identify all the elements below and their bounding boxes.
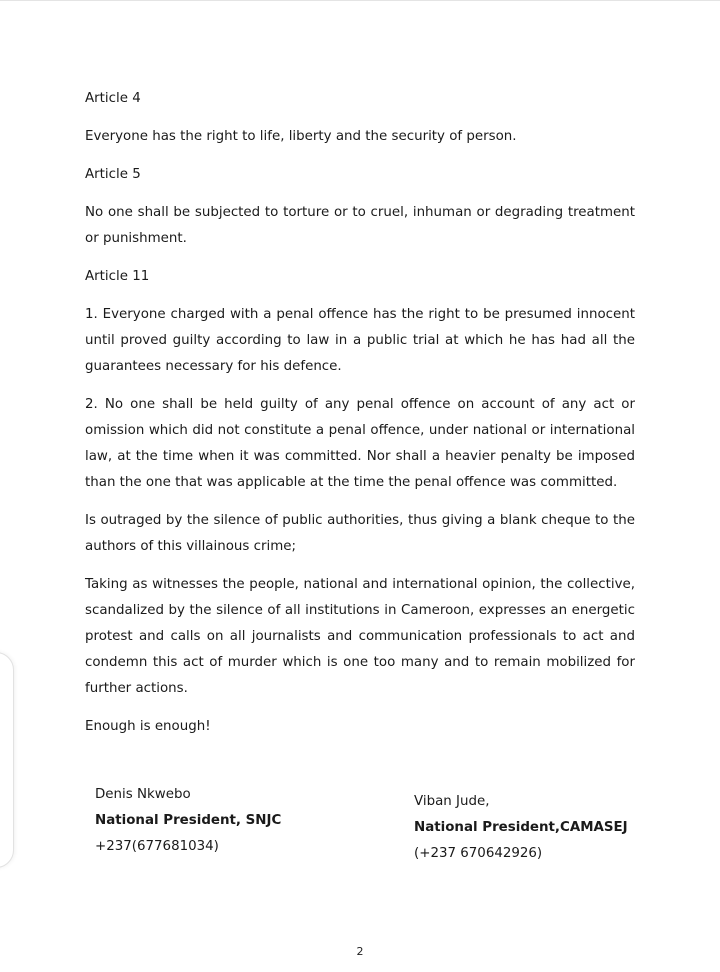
page-top-border — [0, 0, 720, 1]
protest-paragraph: Taking as witnesses the people, national and international opinion, the collective, scandalized by the silence of all institutions in Cameroon, expresses an energetic protest and calls on all journalists and communication professionals to act and condemn this act of murder which is one too many and to remain mobilized for further actions. — [85, 577, 635, 696]
article-4-heading: Article 4 — [85, 91, 141, 106]
page-number: 2 — [356, 945, 364, 958]
signature-block-left — [95, 782, 281, 860]
side-overlay-edge — [0, 652, 14, 868]
signatory-name-left: Denis Nkwebo — [95, 787, 191, 802]
outrage-paragraph: Is outraged by the silence of public authorities, thus giving a blank cheque to the authors of this villainous crime; — [85, 513, 635, 554]
article-4-text: Everyone has the right to life, liberty and the security of person. — [85, 129, 517, 144]
article-11-clause-1: 1. Everyone charged with a penal offence has the right to be presumed innocent until proved guilty according to law in a public trial at which he has had all the guarantees necessary for his defence. — [85, 307, 635, 374]
closing-statement: Enough is enough! — [85, 719, 211, 734]
article-5-text: No one shall be subjected to torture or to cruel, inhuman or degrading treatment or punishment. — [85, 205, 635, 246]
article-5-heading: Article 5 — [85, 167, 141, 182]
signatory-phone-right: (+237 670642926) — [414, 846, 543, 861]
signatory-name-right: Viban Jude, — [414, 794, 490, 809]
article-11-clause-2: 2. No one shall be held guilty of any penal offence on account of any act or omission which did not constitute a penal offence, under national or international law, at the time when it was committed. Nor shall a heavier penalty be imposed than the one that was applicable at the time the penal offence was committed. — [85, 397, 635, 490]
signatory-phone-left: +237(677681034) — [95, 839, 219, 854]
document-body — [85, 86, 635, 752]
article-11-heading: Article 11 — [85, 269, 150, 284]
signatory-title-left: National President, SNJC — [95, 813, 282, 828]
signatory-title-right: National President,CAMASEJ — [414, 820, 628, 835]
signature-block-right — [414, 789, 628, 867]
